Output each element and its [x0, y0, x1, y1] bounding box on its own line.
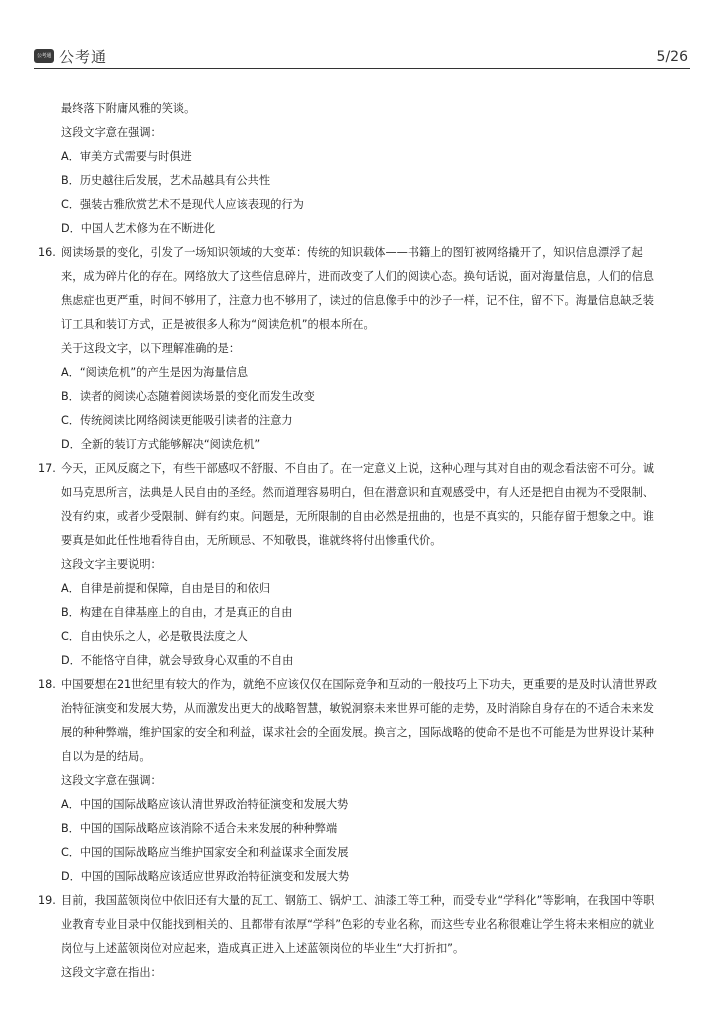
question-15-continuation [38, 97, 692, 241]
question-prompt: 这段文字意在强调： [61, 774, 162, 787]
question-16 [38, 241, 692, 457]
question-number: 16. [38, 246, 56, 259]
passage-line: 没有约束，或者少受限制、鲜有约束。问题是，无所限制的自由必然是扭曲的，也是不真实的，只能存留于想象之中。谁 [61, 510, 654, 523]
passage-line: 如马克思所言，法典是人民自由的圣经。然而道理容易明白，但在潜意识和直观感受中，有人还是把自由视为不受限制、 [61, 486, 654, 499]
passage-line: 来，成为碎片化的存在。网络放大了这些信息碎片，进而改变了人们的阅读心态。换句话说，面对海量信息，人们的信息 [61, 270, 654, 283]
option-c: C．中国的国际战略应当维护国家安全和利益谋求全面发展 [61, 846, 349, 859]
logo-text: 公考通 [59, 47, 108, 66]
document-body [38, 97, 692, 985]
passage-line: 中国要想在21世纪里有较大的作为，就绝不应该仅仅在国际竞争和互动的一般技巧上下功夫，更重要的是及时认清世界政 [61, 678, 657, 691]
passage-line: 订工具和装订方式，正是被很多人称为“阅读危机”的根本所在。 [61, 318, 375, 331]
question-18 [38, 673, 692, 889]
passage-line: 目前，我国蓝领岗位中依旧还有大量的瓦工、钢筋工、锅炉工、油漆工等工种，而受专业“学科化”等影响，在我国中等职 [61, 894, 655, 907]
option-b: B．构建在自律基座上的自由，才是真正的自由 [61, 606, 293, 619]
passage-line: 焦虑症也更严重，时间不够用了，注意力也不够用了，读过的信息像手中的沙子一样，记不住，留不下。海量信息缺乏装 [61, 294, 654, 307]
page-header [34, 0, 690, 69]
passage-line: 今天，正风反腐之下，有些干部感叹不舒服、不自由了。在一定意义上说，这种心理与其对自由的观念看法密不可分。诚 [61, 462, 654, 475]
passage-line: 业教育专业目录中仅能找到相关的、且都带有浓厚“学科”色彩的专业名称，而这些专业名称很难让学生将未来相应的就业 [61, 918, 655, 931]
passage-line: 阅读场景的变化，引发了一场知识领域的大变革：传统的知识载体——书籍上的图钉被网络撬开了，知识信息漂浮了起 [61, 246, 643, 259]
passage-line: 展的种种弊端，维护国家的安全和利益，谋求社会的全面发展。换言之，国际战略的使命不是也不可能是为世界设计某种 [61, 726, 654, 739]
passage-line: 要真是如此任性地看待自由，无所顾忌、不知敬畏，谁就终将付出惨重代价。 [61, 534, 442, 547]
logo-badge-icon: 公考通 [34, 49, 54, 63]
question-prompt: 关于这段文字，以下理解准确的是： [61, 342, 241, 355]
question-number: 18. [38, 678, 56, 691]
option-a: A．自律是前提和保障，自由是目的和依归 [61, 582, 271, 595]
option-d: D．不能恪守自律，就会导致身心双重的不自由 [61, 654, 294, 667]
option-b: B．中国的国际战略应该消除不适合未来发展的种种弊端 [61, 822, 338, 835]
page-number: 5/26 [656, 49, 688, 65]
option-d: D．全新的装订方式能够解决“阅读危机” [61, 438, 261, 451]
option-c: C．自由快乐之人，必是敬畏法度之人 [61, 630, 248, 643]
logo [34, 47, 107, 65]
option-b: B．读者的阅读心态随着阅读场景的变化而发生改变 [61, 390, 315, 403]
option-a: A．审美方式需要与时俱进 [61, 150, 192, 163]
question-number: 19. [38, 894, 56, 907]
option-a: A．中国的国际战略应该认清世界政治特征演变和发展大势 [61, 798, 349, 811]
option-c: C．强装古雅欣赏艺术不是现代人应该表现的行为 [61, 198, 304, 211]
passage-line: 自以为是的结局。 [61, 750, 151, 763]
question-prompt: 这段文字意在强调： [61, 126, 162, 139]
passage-line: 最终落下附庸风雅的笑谈。 [61, 102, 196, 115]
option-c: C．传统阅读比网络阅读更能吸引读者的注意力 [61, 414, 293, 427]
option-d: D．中国的国际战略应该适应世界政治特征演变和发展大势 [61, 870, 350, 883]
question-prompt: 这段文字主要说明： [61, 558, 162, 571]
question-number: 17. [38, 462, 56, 475]
question-prompt: 这段文字意在指出： [61, 966, 162, 979]
question-19 [38, 889, 692, 985]
option-b: B．历史越往后发展，艺术品越具有公共性 [61, 174, 271, 187]
passage-line: 岗位与上述蓝领岗位对应起来，造成真正进入上述蓝领岗位的毕业生“大打折扣”。 [61, 942, 465, 955]
passage-line: 治特征演变和发展大势，从而激发出更大的战略智慧，敏锐洞察未来世界可能的走势，及时消除自身存在的不适合未来发 [61, 702, 654, 715]
question-17 [38, 457, 692, 673]
option-a: A．“阅读危机”的产生是因为海量信息 [61, 366, 249, 379]
option-d: D．中国人艺术修为在不断进化 [61, 222, 216, 235]
